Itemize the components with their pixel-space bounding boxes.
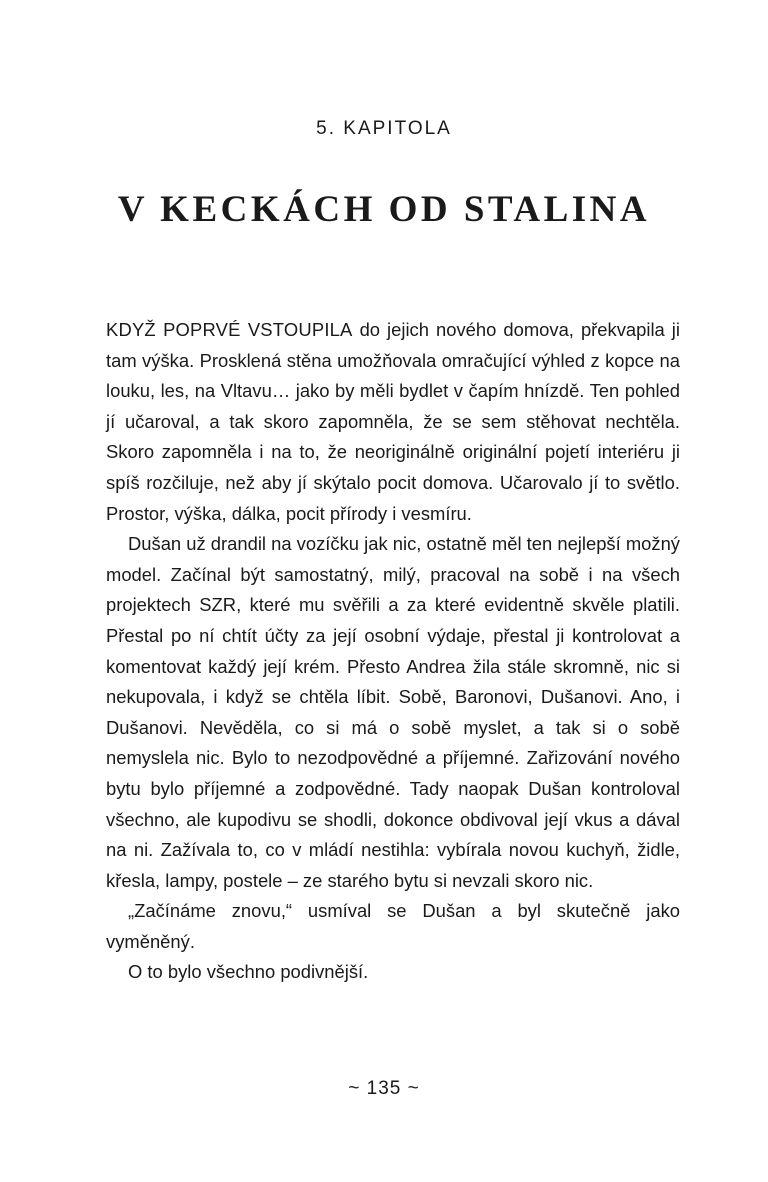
paragraph-1 [106, 315, 680, 529]
paragraph-1-rest: do jejich nového domova, překvapila ji tam výška. Prosklená stěna umožňovala omračující výhled z kopce na louku, les, na Vltavu… jako by měli bydlet v čapím hnízdě. Ten pohled jí učaroval, a tak skoro zapomněla, že se sem stěhovat nechtěla. Skoro zapomněla i na to, že neoriginálně originální pojetí interiéru ji spíš rozčiluje, než aby jí skýtalo pocit domova. Učarovalo jí to světlo. Prostor, výška, dálka, pocit přírody i vesmíru. [106, 319, 680, 524]
chapter-number: 5. KAPITOLA [316, 118, 452, 139]
body-text [106, 315, 680, 988]
page-number: ~ 135 ~ [348, 1078, 420, 1099]
chapter-title: V KECKÁCH OD STALINA [117, 189, 651, 230]
paragraph-3: „Začínáme znovu,“ usmíval se Dušan a byl skutečně jako vyměněný. [106, 900, 680, 952]
paragraph-1-lead: KDYŽ POPRVÉ VSTOUPILA [106, 319, 353, 340]
paragraph-4: O to bylo všechno podivnější. [128, 961, 369, 983]
paragraph-2: Dušan už drandil na vozíčku jak nic, ostatně měl ten nejlepší možný model. Začínal být samostatný, milý, pracoval na sobě i na všech projektech SZR, které mu svěřili a za které evidentně skvěle platili. Přestal po ní chtít účty za její osobní výdaje, přestal ji kontrolovat a komentovat každý její krém. Přesto Andrea žila stále skromně, nic si nekupovala, i když se chtěla líbit. Sobě, Baronovi, Dušanovi. Ano, i Dušanovi. Nevěděla, co si má o sobě myslet, a tak si o sobě nemyslela nic. Bylo to nezodpovědné a příjemné. Zařizování nového bytu bylo příjemné a zodpovědné. Tady naopak Dušan kontroloval všechno, ale kupodivu se shodli, dokonce obdivoval její vkus a dával na ni. Zažívala to, co v mládí nestihla: vybírala novou kuchyň, židle, křesla, lampy, postele – ze starého bytu si nevzali skoro nic. [106, 533, 681, 891]
